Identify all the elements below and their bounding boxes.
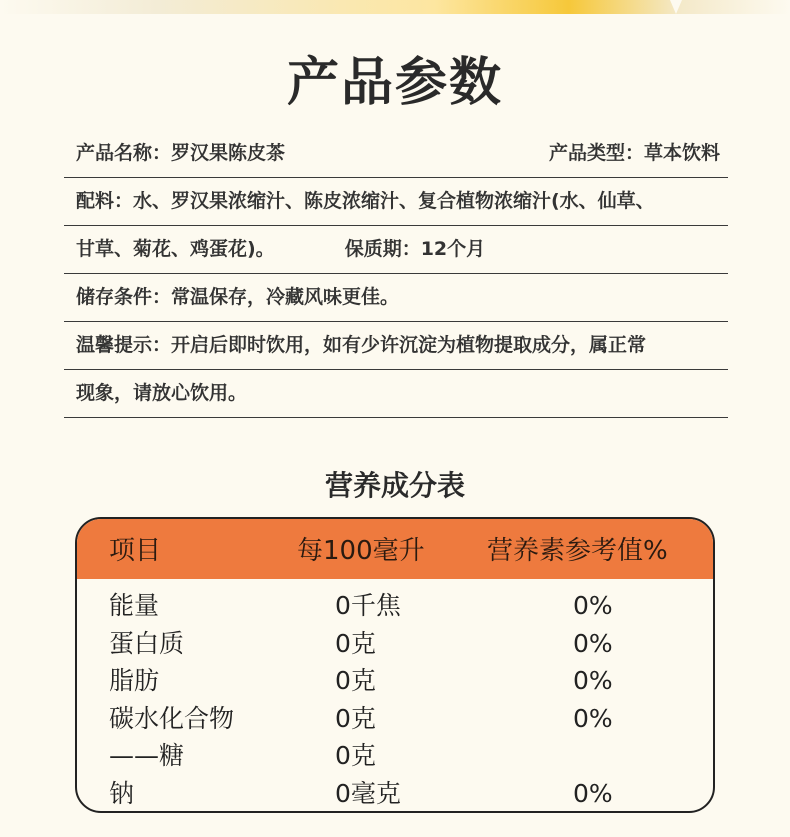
table-row [77, 775, 713, 813]
cell-item: ——糖 [109, 741, 185, 770]
cell-item: 能量 [109, 591, 160, 620]
nutrition-table [75, 517, 715, 813]
table-row [77, 737, 713, 775]
param-row-name-type [64, 130, 728, 178]
cell-nrv: 0% [573, 628, 613, 658]
cell-per-100ml: 0千焦 [335, 591, 401, 620]
storage-conditions: 储存条件：常温保存，冷藏风味更佳。 [76, 286, 400, 308]
tips-line-2: 现象，请放心饮用。 [76, 382, 248, 404]
top-banner-image [0, 0, 790, 14]
cell-per-100ml: 0克 [335, 666, 376, 695]
header-nrv: 营养素参考值% [487, 536, 668, 566]
ingredients-line-1: 配料：水、罗汉果浓缩汁、陈皮浓缩汁、复合植物浓缩汁(水、仙草、 [76, 190, 655, 212]
cell-nrv: 0% [573, 591, 613, 620]
cell-item: 碳水化合物 [109, 703, 235, 733]
header-per-100ml: 每100毫升 [297, 536, 425, 566]
table-row [77, 662, 713, 700]
cell-item: 脂肪 [109, 666, 160, 695]
param-row-storage [64, 274, 728, 322]
product-name: 产品名称：罗汉果陈皮茶 [76, 142, 286, 164]
table-row [77, 587, 713, 625]
banner-shard-decoration [670, 0, 682, 14]
nutrition-title: 营养成分表 [324, 469, 465, 502]
product-type: 产品类型：草本饮料 [548, 142, 720, 164]
ingredients-line-2: 甘草、菊花、鸡蛋花)。 [76, 238, 275, 260]
table-row [77, 625, 713, 663]
cell-per-100ml: 0克 [335, 628, 376, 658]
product-params-list [64, 130, 728, 418]
page-title: 产品参数 [286, 53, 503, 113]
cell-nrv: 0% [573, 703, 613, 733]
cell-per-100ml: 0克 [335, 703, 376, 733]
param-row-tips [64, 322, 728, 418]
cell-per-100ml: 0克 [335, 741, 376, 770]
nutrition-rows [77, 587, 713, 812]
cell-item: 蛋白质 [109, 628, 185, 658]
cell-nrv: 0% [573, 666, 613, 695]
nutrition-table-header [77, 519, 713, 579]
shelf-life: 保质期：12个月 [344, 238, 486, 260]
param-row-ingredients [64, 178, 728, 274]
cell-nrv: 0% [573, 778, 613, 808]
tips-line-1: 温馨提示：开启后即时饮用，如有少许沉淀为植物提取成分，属正常 [76, 334, 647, 356]
cell-item: 钠 [109, 778, 135, 808]
cell-per-100ml: 0毫克 [335, 778, 401, 808]
header-item: 项目 [109, 536, 162, 566]
table-row [77, 700, 713, 738]
